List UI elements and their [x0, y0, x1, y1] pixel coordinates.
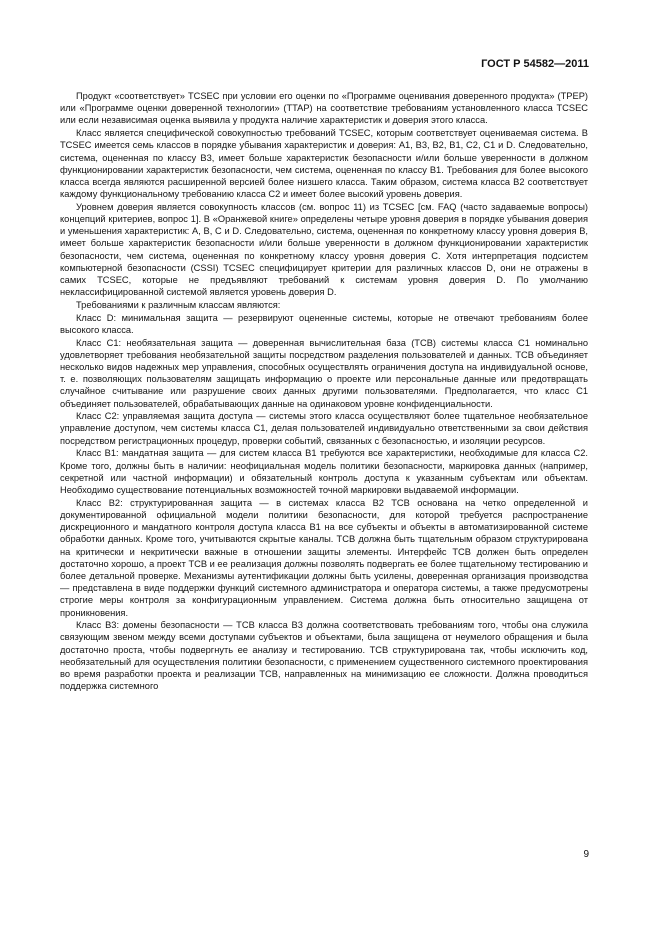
- paragraph-requirements-intro: Требованиями к различным классам являются:: [76, 299, 281, 310]
- paragraph-class-b3: Класс B3: домены безопасности — TCB класса B3 должна соответствовать требованиям того, чтобы она служила связующим звеном между всеми доступами субъектов и объектами, была защищена от неумелого обращения и была достаточно проста, чтобы подвергнуть ее анализу и тестированию. TCB структурирована так, чтобы исключить код, необязательный для осуществления политики безопасности, с применением существенного системного проектирования во время разработки проекта и реализации TCB, направленных на минимизацию ее сложности. Должна проводиться поддержка системного: [60, 620, 588, 692]
- document-code-header: ГОСТ Р 54582—2011: [481, 58, 589, 70]
- body-text: [60, 90, 588, 693]
- paragraph-class-b2: Класс B2: структурированная защита — в системах класса B2 TCB основана на четко определенной и документированной официальной модели политики безопасности, для которой требуется распространение дискреционного и мандатного контроля доступа класса B1 на все субъекты и объекты в автоматизированной системе обработки данных. Кроме того, учитываются скрытые каналы. TCB должна быть тщательным образом структурирована на критически и некритически важные в отношении защиты элементы. Интерфейс TCB должен быть определен достаточно хорошо, а проект TCB и ее реализация должны позволять подвергать ее более тщательному тестированию и более детальной проверке. Механизмы аутентификации должны быть усилены, доверенная организация производства — представлена в виде поддержки функций системного администратора и оператора системы, а также предусмотрены строгие меры контроля за конфигурационным управлением. Система должна быть относительно защищена от проникновения.: [60, 497, 588, 618]
- page-number: 9: [583, 849, 589, 860]
- paragraph-class-b1: Класс B1: мандатная защита — для систем класса B1 требуются все характеристики, необходимые для класса C2. Кроме того, должны быть в наличии: неофициальная модель политики безопасности, маркировка данных (например, секретной или частной информации) и обязательный контроль доступа к указанным субъектам или объектам. Необходимо существование потенциальных возможностей точной маркировки выдаваемой информации.: [60, 448, 588, 495]
- paragraph-class-definition: Класс является специфической совокупностью требований TCSEC, которым соответствует оцениваемая система. В TCSEC имеется семь классов в порядке убывания характеристик и доверия: A1, B3, B2, B1, C2, C1 и D. Следовательно, система, оцененная по классу B3, имеет больше характеристик безопасности и/или больше уверенности в должном функционировании характеристик безопасности, чем система, оцененная по классу B1. Требования для более высокого класса всегда являются расширенной версией более низшего класса. Таким образом, система класса B2 соответствует каждому функциональному требованию класса C2 и имеет более высокий уровень доверия.: [60, 128, 588, 200]
- paragraph-product-conformance: Продукт «соответствует» TCSEC при условии его оценки по «Программе оценивания доверенного продукта» (TPEP) или «Программе оценки доверенной технологии» (TTAP) на соответствие требованиям установленного класса TCSEC или если независимая оценка выявила у продукта наличие характеристик и доверия этого класса.: [60, 91, 588, 126]
- paragraph-class-d: Класс D: минимальная защита — резервируют оцененные системы, которые не отвечают требованиям более высокого класса.: [60, 312, 588, 335]
- paragraph-class-c1: Класс C1: необязательная защита — доверенная вычислительная база (TCB) системы класса C1 номинально удовлетворяет требования необязательной защиты посредством разделения пользователей и данных. TCB объединяет несколько видов надежных мер управления, способных осуществлять ограничения доступа на индивидуальной основе, т. е. позволяющих пользователям защищать информацию о проекте или персональные данные или предотвращать случайное считывание или разрушение своих данных другими пользователями. Предполагается, что класс C1 объединяет пользователей, обрабатывающих данные на одинаковом уровне конфиденциальности.: [60, 337, 588, 409]
- paragraph-class-c2: Класс C2: управляемая защита доступа — системы этого класса осуществляют более тщательное необязательное управление доступом, чем системы класса C1, делая пользователей индивидуально ответственными за свои действия посредством регистрационных процедур, проверки событий, связанных с безопасностью, и изоляции ресурсов.: [60, 411, 588, 446]
- paragraph-trust-level: Уровнем доверия является совокупность классов (см. вопрос 11) из TCSEC [см. FAQ (часто задаваемые вопросы) концепций критериев, вопрос 1]. В «Оранжевой книге» определены четыре уровня доверия в порядке убывания доверия и уменьшения характеристик: A, B, C и D. Следовательно, система, оцененная по конкретному классу уровня доверия B, имеет больше характеристик безопасности и/или больше уверенности в должном функционировании характеристик безопасности, чем система, оцененная по конкретному классу уровня доверия C. Хотя интерпретация подсистем компьютерной безопасности (CSSI) TCSEC специфицирует критерии для различных классов D, они не отражены в самих TCSEC, которые не предъявляют требований к системам уровня доверия D. По умолчанию неклассифицированной системой является уровень доверия D.: [60, 201, 588, 298]
